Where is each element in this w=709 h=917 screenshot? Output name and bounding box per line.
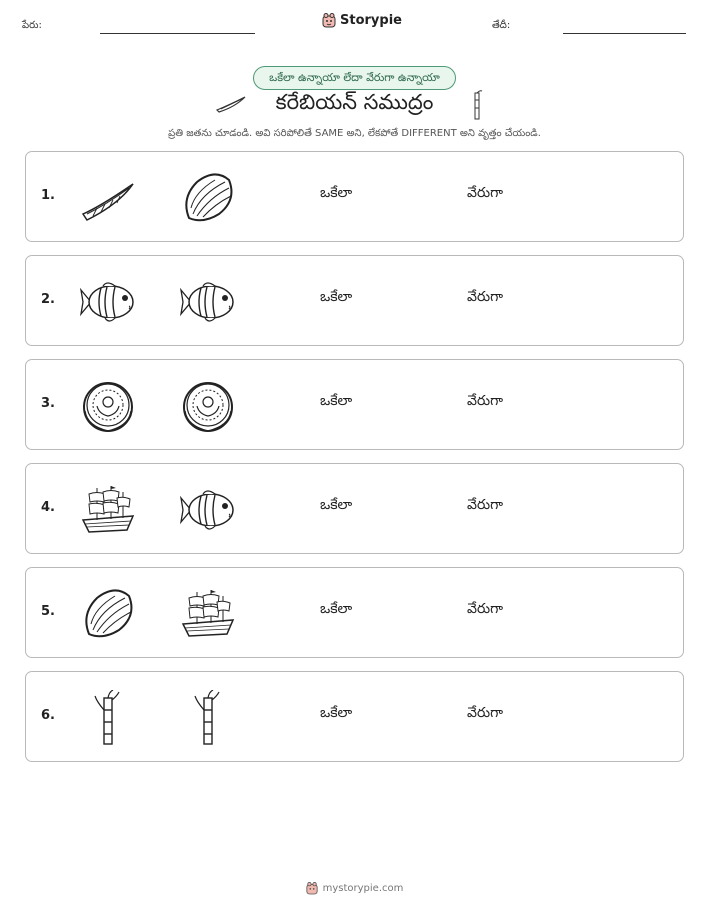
same-option[interactable]: ఒకేలా — [320, 289, 353, 305]
coin-icon — [79, 378, 137, 434]
question-number: 1. — [41, 188, 55, 203]
date-label: తేదీ: — [492, 20, 511, 31]
canoe-icon — [79, 170, 137, 226]
question-number: 2. — [41, 292, 55, 307]
same-option[interactable]: ఒకేలా — [320, 393, 353, 409]
different-option[interactable]: వేరుగా — [467, 601, 503, 617]
same-option[interactable]: ఒకేలా — [320, 185, 353, 201]
ship-icon — [79, 482, 137, 538]
brand — [322, 12, 402, 28]
different-option[interactable]: వేరుగా — [467, 185, 503, 201]
fish-icon — [79, 274, 137, 330]
question-row — [25, 671, 684, 762]
footer-url[interactable]: mystorypie.com — [322, 882, 404, 894]
same-option[interactable]: ఒకేలా — [320, 601, 353, 617]
seed-icon — [179, 170, 237, 226]
name-line[interactable] — [100, 33, 255, 34]
ship-icon — [179, 586, 237, 642]
question-row — [25, 359, 684, 450]
brand-name: Storypie — [340, 12, 402, 28]
different-option[interactable]: వేరుగా — [467, 289, 503, 305]
coin-icon — [179, 378, 237, 434]
sugarcane-icon — [470, 90, 484, 120]
page-title: కరేబియన్ సముద్రం — [275, 90, 434, 114]
question-row — [25, 463, 684, 554]
name-label: పేరు: — [22, 20, 42, 31]
fish-icon — [179, 482, 237, 538]
sugarcane-icon — [79, 690, 137, 746]
sugarcane-icon — [179, 690, 237, 746]
activity-badge: ఒకేలా ఉన్నాయా లేదా వేరుగా ఉన్నాయా — [253, 66, 456, 90]
question-number: 5. — [41, 604, 55, 619]
question-row — [25, 255, 684, 346]
question-row — [25, 151, 684, 242]
same-option[interactable]: ఒకేలా — [320, 497, 353, 513]
instructions: ప్రతి జతను చూడండి. అవి సరిపోలితే SAME అని, లేకపోతే DIFFERENT అని వృత్తం చేయండి. — [168, 128, 541, 139]
different-option[interactable]: వేరుగా — [467, 705, 503, 721]
storypie-logo-icon — [322, 12, 336, 28]
fish-icon — [179, 274, 237, 330]
different-option[interactable]: వేరుగా — [467, 393, 503, 409]
question-number: 3. — [41, 396, 55, 411]
footer — [0, 881, 709, 895]
same-option[interactable]: ఒకేలా — [320, 705, 353, 721]
different-option[interactable]: వేరుగా — [467, 497, 503, 513]
question-number: 4. — [41, 500, 55, 515]
date-line[interactable] — [563, 33, 686, 34]
seed-icon — [79, 586, 137, 642]
question-row — [25, 567, 684, 658]
storypie-logo-icon — [306, 881, 318, 895]
question-number: 6. — [41, 708, 55, 723]
